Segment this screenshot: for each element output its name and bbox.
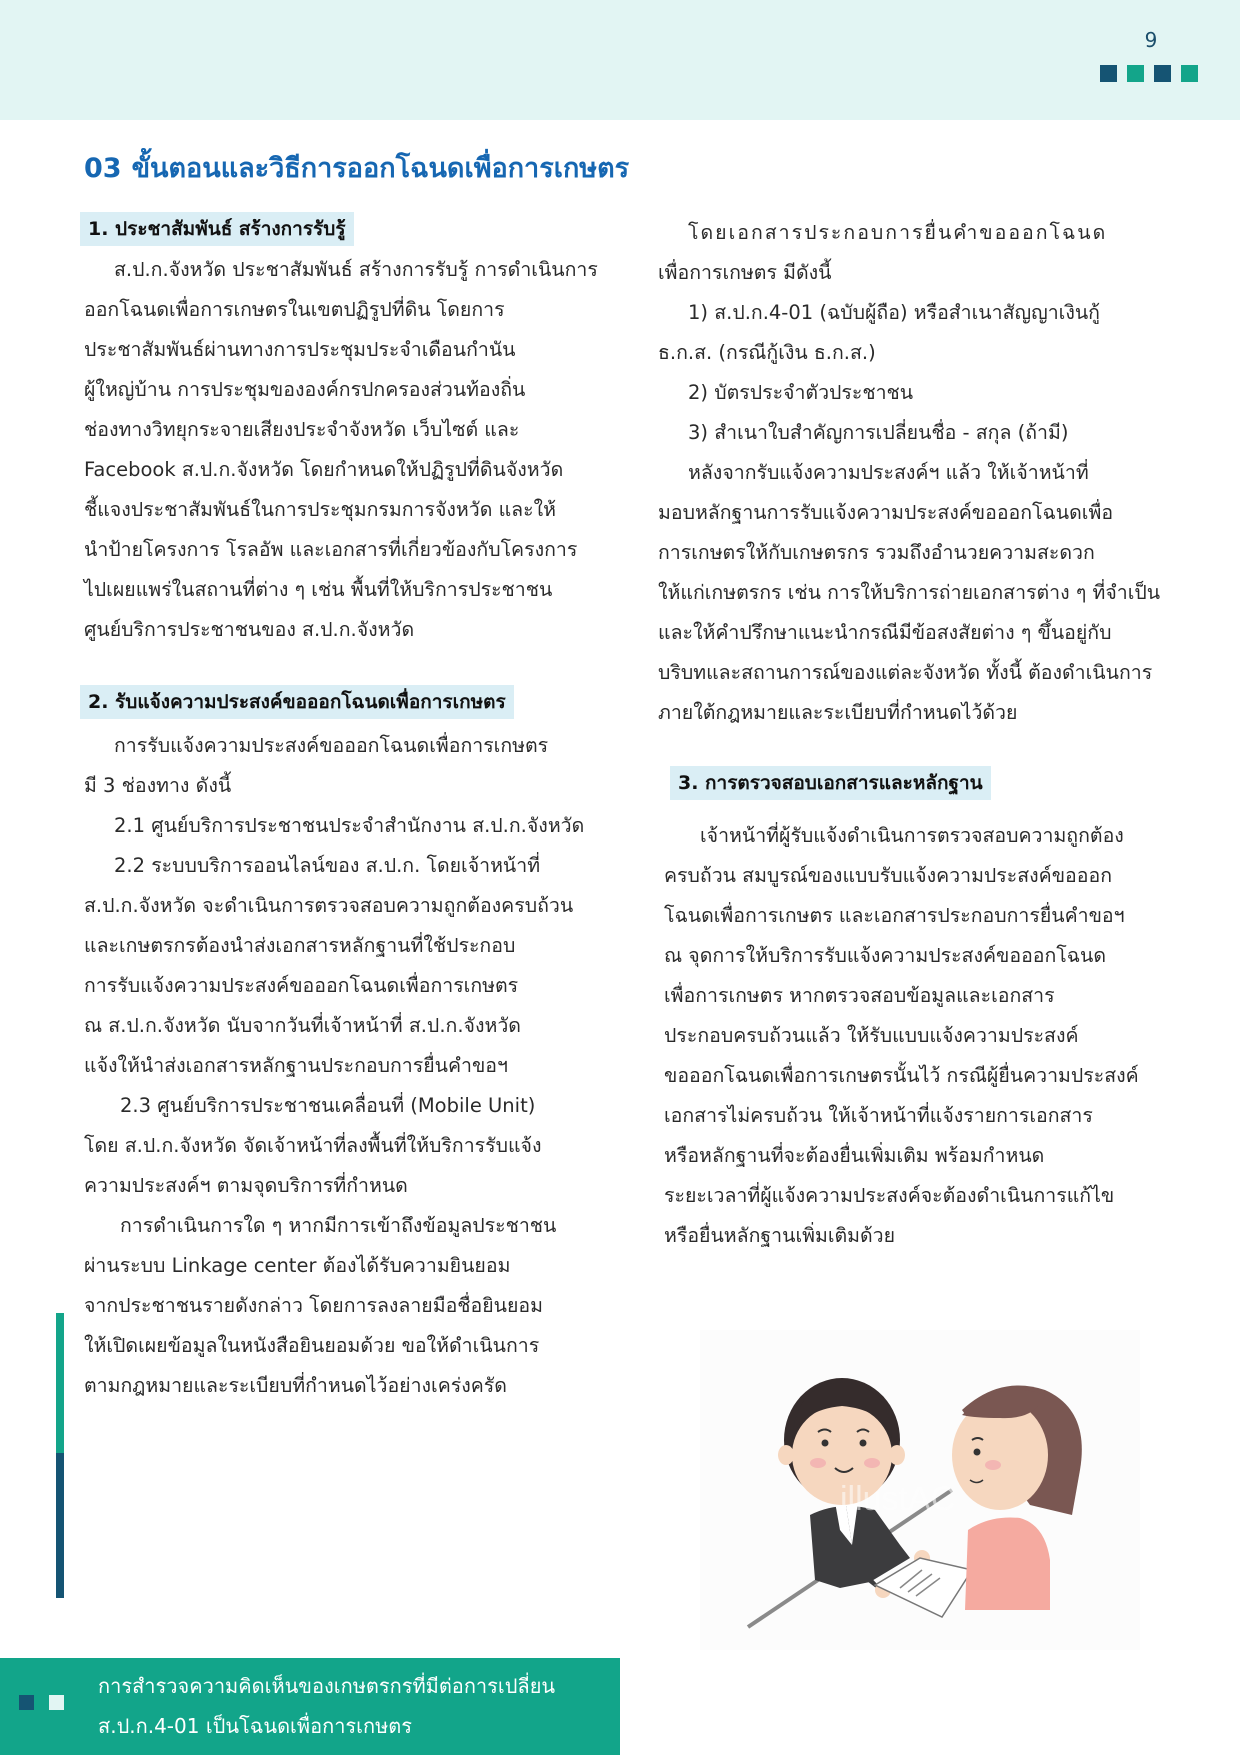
text-line: เพื่อการเกษตร มีดังนี้ — [658, 261, 832, 284]
section-3-body — [664, 816, 1184, 1256]
documents-list — [658, 213, 1178, 733]
square-icon — [1100, 65, 1117, 82]
text-line: ขอออกโฉนดเพื่อการเกษตรนั้นไว้ กรณีผู้ยื่นความประสงค์ — [664, 1064, 1139, 1087]
text-line: Facebook ส.ป.ก.จังหวัด โดยกำหนดให้ปฏิรูปที่ดินจังหวัด — [84, 458, 564, 481]
chapter-number: 03 — [84, 153, 122, 184]
chapter-title-text: ขั้นตอนและวิธีการออกโฉนดเพื่อการเกษตร — [131, 153, 630, 184]
section-1-body — [84, 250, 604, 650]
decor-squares — [1100, 65, 1198, 82]
footer-line-1: การสำรวจความคิดเห็นของเกษตรกรที่มีต่อการเปลี่ยน — [98, 1674, 556, 1698]
text-line: ศูนย์บริการประชาชนของ ส.ป.ก.จังหวัด — [84, 618, 415, 641]
section-heading-1: 1. ประชาสัมพันธ์ สร้างการรับรู้ — [80, 212, 354, 246]
page-number: 9 — [1144, 28, 1158, 52]
list-item: 3) สำเนาใบสำคัญการเปลี่ยนชื่อ - สกุล (ถ้ามี) — [688, 421, 1069, 444]
text-line: ตามกฎหมายและระเบียบที่กำหนดไว้อย่างเคร่งครัด — [84, 1374, 507, 1397]
text-line: 2.2 ระบบบริการออนไลน์ของ ส.ป.ก. โดยเจ้าหน้าที่ — [114, 854, 541, 877]
text-line: ธ.ก.ส. (กรณีกู้เงิน ธ.ก.ส.) — [658, 341, 876, 364]
text-line: ประกอบครบถ้วนแล้ว ให้รับแบบแจ้งความประสงค์ — [664, 1024, 1079, 1047]
list-item: 2) บัตรประจำตัวประชาชน — [688, 381, 914, 404]
section-2-body — [84, 726, 604, 1406]
text-line: และให้คำปรึกษาแนะนำกรณีมีข้อสงสัยต่าง ๆ ขึ้นอยู่กับ — [658, 621, 1112, 644]
text-line: เอกสารไม่ครบถ้วน ให้เจ้าหน้าที่แจ้งรายการเอกสาร — [664, 1104, 1093, 1127]
text-line: การรับแจ้งความประสงค์ขอออกโฉนดเพื่อการเกษตร — [114, 734, 549, 757]
text-line: เพื่อการเกษตร หากตรวจสอบข้อมูลและเอกสาร — [664, 984, 1055, 1007]
footer-title — [98, 1666, 555, 1746]
accent-bar-navy — [56, 1453, 64, 1598]
text-line: ส.ป.ก.จังหวัด ประชาสัมพันธ์ สร้างการรับรู้ การดำเนินการ — [114, 258, 598, 281]
accent-bar-green — [56, 1313, 64, 1453]
text-line: ส.ป.ก.จังหวัด จะดำเนินการตรวจสอบความถูกต้องครบถ้วน — [84, 894, 574, 917]
list-item: 1) ส.ป.ก.4-01 (ฉบับผู้ถือ) หรือสำเนาสัญญาเงินกู้ — [688, 301, 1100, 324]
text-line: เจ้าหน้าที่ผู้รับแจ้งดำเนินการตรวจสอบความถูกต้อง — [700, 824, 1124, 847]
text-line: การเกษตรให้กับเกษตรกร รวมถึงอำนวยความสะดวก — [658, 541, 1095, 564]
text-line: หลังจากรับแจ้งความประสงค์ฯ แล้ว ให้เจ้าหน้าที่ — [688, 461, 1089, 484]
text-line: ณ ส.ป.ก.จังหวัด นับจากวันที่เจ้าหน้าที่ ส.ป.ก.จังหวัด — [84, 1014, 521, 1037]
text-line: ให้เปิดเผยข้อมูลในหนังสือยินยอมด้วย ขอให้ดำเนินการ — [84, 1334, 540, 1357]
square-icon — [1181, 65, 1198, 82]
text-line: ไปเผยแพร่ในสถานที่ต่าง ๆ เช่น พื้นที่ให้บริการประชาชน — [84, 578, 553, 601]
text-line: โดย ส.ป.ก.จังหวัด จัดเจ้าหน้าที่ลงพื้นที่ให้บริการรับแจ้ง — [84, 1134, 542, 1157]
square-icon — [1154, 65, 1171, 82]
text-line: จากประชาชนรายดังกล่าว โดยการลงลายมือชื่อยินยอม — [84, 1294, 543, 1317]
text-line: ผ่านระบบ Linkage center ต้องได้รับความยินยอม — [84, 1254, 511, 1277]
square-icon — [19, 1695, 34, 1710]
watermark-text: illustAC — [840, 1480, 956, 1518]
footer-line-2: ส.ป.ก.4-01 เป็นโฉนดเพื่อการเกษตร — [98, 1714, 413, 1738]
text-line: ผู้ใหญ่บ้าน การประชุมขององค์กรปกครองส่วนท้องถิ่น — [84, 378, 526, 401]
text-line: โฉนดเพื่อการเกษตร และเอกสารประกอบการยื่นคำขอฯ — [664, 904, 1125, 927]
text-line: การรับแจ้งความประสงค์ขอออกโฉนดเพื่อการเกษตร — [84, 974, 519, 997]
text-line: ให้แก่เกษตรกร เช่น การให้บริการถ่ายเอกสารต่าง ๆ ที่จำเป็น — [658, 581, 1161, 604]
square-icon — [1127, 65, 1144, 82]
text-line: หรือหลักฐานที่จะต้องยื่นเพิ่มเติม พร้อมกำหนด — [664, 1144, 1045, 1167]
text-line: ออกโฉนดเพื่อการเกษตรในเขตปฏิรูปที่ดิน โดยการ — [84, 298, 505, 321]
text-line: ณ จุดการให้บริการรับแจ้งความประสงค์ขอออกโฉนด — [664, 944, 1107, 967]
text-line: ประชาสัมพันธ์ผ่านทางการประชุมประจำเดือนกำนัน — [84, 338, 516, 361]
top-header-band — [0, 0, 1240, 120]
text-line: แจ้งให้นำส่งเอกสารหลักฐานประกอบการยื่นคำขอฯ — [84, 1054, 508, 1077]
chapter-title — [84, 146, 629, 189]
text-line: มอบหลักฐานการรับแจ้งความประสงค์ขอออกโฉนดเพื่อ — [658, 501, 1114, 524]
officer-and-farmer-illustration — [700, 1330, 1140, 1650]
text-line: บริบทและสถานการณ์ของแต่ละจังหวัด ทั้งนี้ ต้องดำเนินการ — [658, 661, 1153, 684]
text-line: ระยะเวลาที่ผู้แจ้งความประสงค์จะต้องดำเนินการแก้ไข — [664, 1184, 1115, 1207]
text-line: และเกษตรกรต้องนำส่งเอกสารหลักฐานที่ใช้ประกอบ — [84, 934, 516, 957]
text-line: 2.3 ศูนย์บริการประชาชนเคลื่อนที่ (Mobile Unit) — [120, 1094, 536, 1117]
accent-bar — [56, 1313, 64, 1598]
text-line: ภายใต้กฎหมายและระเบียบที่กำหนดไว้ด้วย — [658, 701, 1018, 724]
service-illustration — [700, 1330, 1140, 1650]
text-line: นำป้ายโครงการ โรลอัพ และเอกสารที่เกี่ยวข้องกับโครงการ — [84, 538, 578, 561]
text-line: ครบถ้วน สมบูรณ์ของแบบรับแจ้งความประสงค์ขอออก — [664, 864, 1112, 887]
text-line: โดยเอกสารประกอบการยื่นคำขอออกโฉนด — [688, 221, 1108, 244]
text-line: ช่องทางวิทยุกระจายเสียงประจำจังหวัด เว็บไซต์ และ — [84, 418, 520, 441]
text-line: หรือยื่นหลักฐานเพิ่มเติมด้วย — [664, 1224, 896, 1247]
section-heading-2: 2. รับแจ้งความประสงค์ขอออกโฉนดเพื่อการเกษตร — [80, 685, 514, 719]
text-line: มี 3 ช่องทาง ดังนี้ — [84, 774, 232, 797]
text-line: ความประสงค์ฯ ตามจุดบริการที่กำหนด — [84, 1174, 408, 1197]
footer-banner — [0, 1658, 620, 1755]
section-heading-3: 3. การตรวจสอบเอกสารและหลักฐาน — [670, 766, 991, 800]
text-line: การดำเนินการใด ๆ หากมีการเข้าถึงข้อมูลประชาชน — [120, 1214, 557, 1237]
text-line: ชี้แจงประชาสัมพันธ์ในการประชุมกรมการจังหวัด และให้ — [84, 498, 556, 521]
text-line: 2.1 ศูนย์บริการประชาชนประจำสำนักงาน ส.ป.ก.จังหวัด — [114, 814, 585, 837]
square-icon — [49, 1695, 64, 1710]
